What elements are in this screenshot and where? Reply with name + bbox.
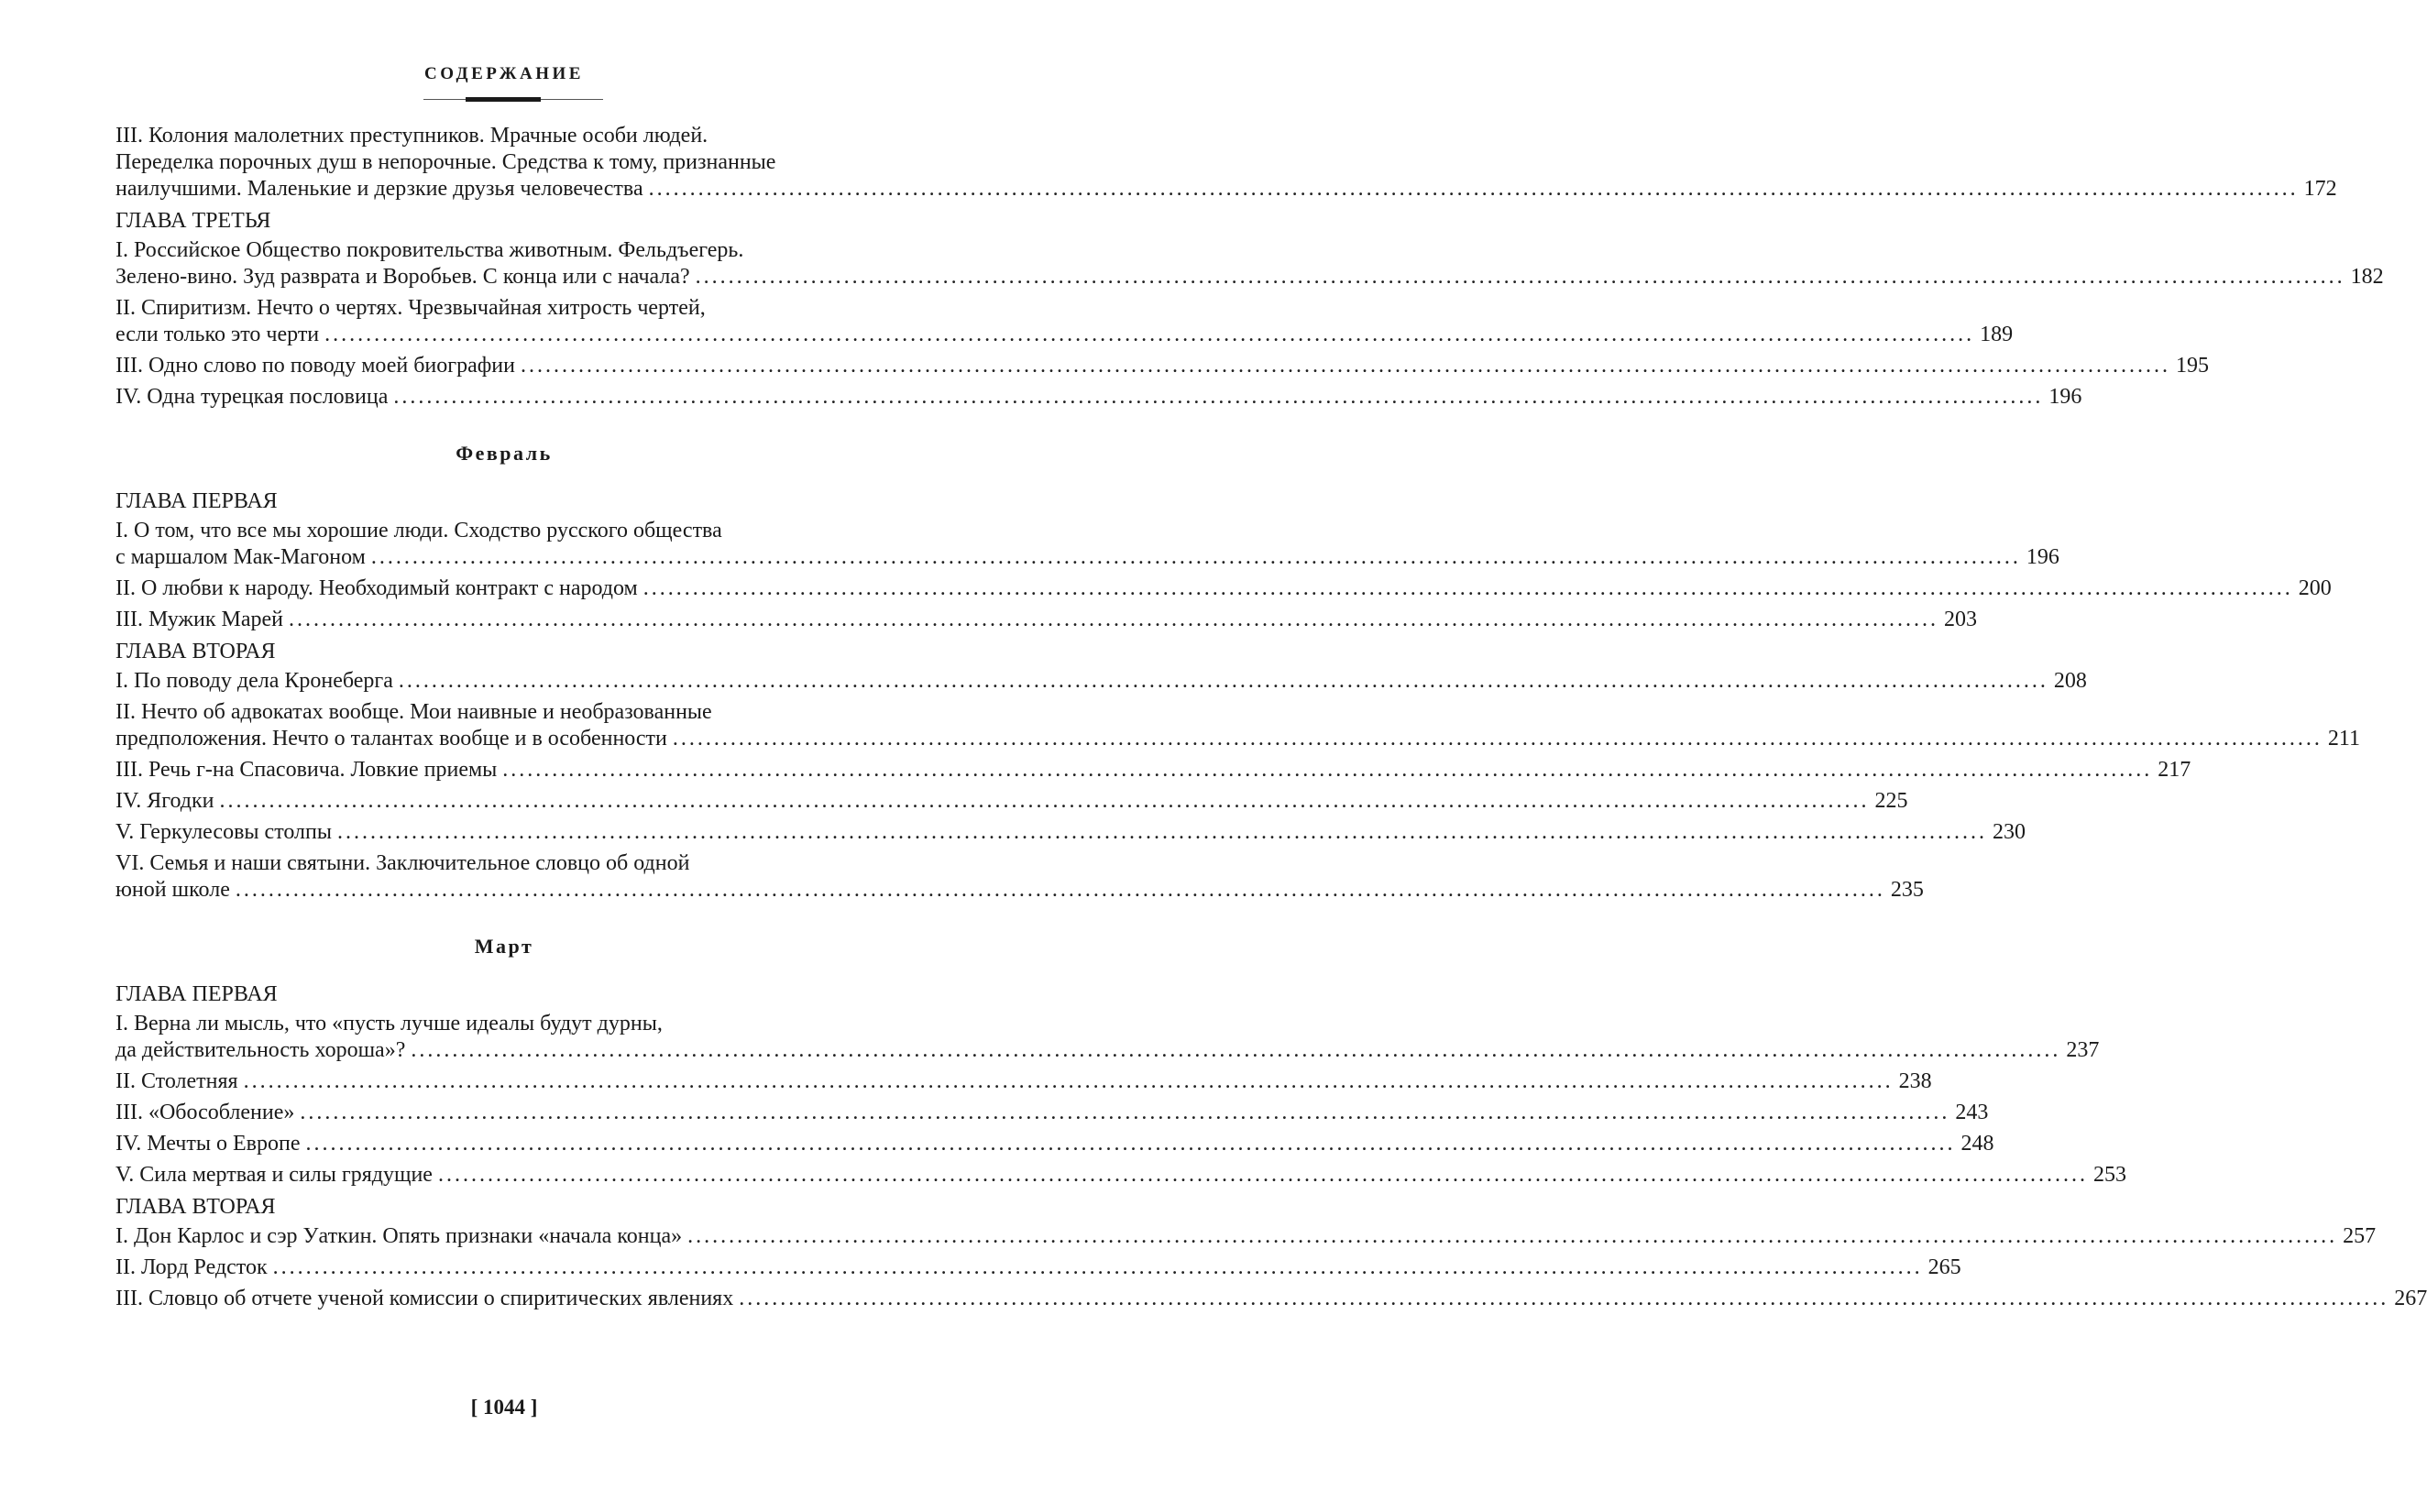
dot-leader: ........................................................................................................................................................................................................ (305, 1132, 1956, 1156)
chapter-heading: ГЛАВА ПЕРВАЯ (115, 489, 278, 513)
toc-entry (115, 1223, 2377, 1250)
toc-entry (115, 295, 2014, 348)
dot-leader: ........................................................................................................................................................................................................ (642, 576, 2293, 600)
toc-page-number: 195 (2175, 354, 2209, 378)
toc-entry-line: юной школе (115, 878, 230, 902)
toc-entry-last-line (115, 1286, 2427, 1312)
chapter-heading: ГЛАВА ВТОРАЯ (115, 1195, 276, 1219)
toc-entry-last-line (115, 1131, 1994, 1157)
toc-page-number: 267 (2394, 1287, 2427, 1310)
toc-entry (115, 384, 2082, 411)
toc-entry (115, 757, 2191, 783)
toc-entry-line: с маршалом Мак-Магоном (115, 545, 366, 569)
dot-leader: ........................................................................................................................................................................................................ (437, 1163, 2088, 1187)
toc-entry-line: I. Дон Карлос и сэр Уаткин. Опять признаки «начала конца» (115, 1224, 683, 1248)
toc-page-number: 248 (1960, 1132, 1994, 1156)
toc-entry (115, 1100, 1989, 1126)
toc-entry-last-line (115, 322, 2014, 348)
toc-entry-line: V. Сила мертвая и силы грядущие (115, 1163, 433, 1187)
toc-entry (115, 575, 2332, 602)
toc-entry-last-line (115, 1100, 1989, 1126)
table-of-contents (115, 123, 2427, 1317)
toc-entry-line: VI. Семья и наши святыни. Заключительное словцо об одной (115, 851, 690, 875)
toc-entry-last-line (115, 575, 2332, 602)
toc-entry-last-line (115, 788, 1908, 815)
toc-page-number: 189 (1980, 323, 2014, 346)
toc-page-number: 200 (2298, 576, 2332, 600)
toc-entry (115, 518, 2059, 571)
toc-entry-line: Зелено-вино. Зуд разврата и Воробьев. С конца или с начала? (115, 265, 690, 289)
dot-leader: ........................................................................................................................................................................................................ (337, 820, 1987, 844)
toc-entry-last-line (115, 757, 2191, 783)
toc-page-number: 253 (2092, 1163, 2126, 1187)
toc-entry (115, 1162, 2126, 1189)
toc-entry-line: III. «Обособление» (115, 1101, 295, 1124)
toc-page-number: 238 (1898, 1069, 1932, 1093)
month-heading: Февраль (456, 442, 553, 465)
toc-entry-last-line (115, 353, 2209, 379)
toc-entry (115, 819, 2026, 846)
toc-page-number: 182 (2350, 265, 2384, 289)
toc-entry (115, 123, 2337, 203)
dot-leader: ........................................................................................................................................................................................................ (398, 669, 2048, 693)
toc-entry (115, 788, 1908, 815)
toc-entry-last-line (115, 726, 2360, 752)
toc-page-number: 235 (1890, 878, 1924, 902)
toc-entry-last-line (115, 1255, 1961, 1281)
toc-entry (115, 699, 2360, 752)
toc-page-number: 225 (1874, 789, 1908, 813)
toc-entry-line: I. Российское Общество покровительства животным. Фельдъегерь. (115, 238, 744, 262)
toc-page-number: 196 (2048, 385, 2082, 409)
toc-page-number: 265 (1927, 1255, 1961, 1279)
dot-leader: ........................................................................................................................................................................................................ (672, 727, 2323, 751)
toc-entry-last-line (115, 1037, 2100, 1064)
toc-page-number: 217 (2158, 758, 2191, 782)
toc-entry-line: II. Лорд Редсток (115, 1255, 268, 1279)
running-head: СОДЕРЖАНИЕ (424, 64, 584, 83)
toc-entry-last-line (115, 877, 1924, 904)
toc-entry (115, 850, 1924, 904)
toc-entry (115, 353, 2209, 379)
dot-leader: ........................................................................................................................................................................................................ (648, 177, 2299, 201)
toc-entry (115, 1286, 2427, 1312)
toc-entry (115, 668, 2087, 695)
toc-entry-line: III. Мужик Марей (115, 608, 283, 631)
toc-entry-line: IV. Одна турецкая пословица (115, 385, 389, 409)
toc-entry-last-line (115, 607, 1977, 633)
toc-entry-line: Переделка порочных душ в непорочные. Средства к тому, признанные (115, 150, 776, 174)
toc-page-number: 203 (1943, 608, 1977, 631)
chapter-heading: ГЛАВА ТРЕТЬЯ (115, 209, 271, 233)
dot-leader: ........................................................................................................................................................................................................ (687, 1224, 2338, 1248)
toc-entry-line: если только это черти (115, 323, 320, 346)
toc-entry-line: I. По поводу дела Кронеберга (115, 669, 393, 693)
toc-entry (115, 1131, 1994, 1157)
dot-leader: ........................................................................................................................................................................................................ (300, 1101, 1950, 1124)
dot-leader: ........................................................................................................................................................................................................ (520, 354, 2170, 378)
toc-entry-line: II. Нечто об адвокатах вообще. Мои наивные и необразованные (115, 700, 712, 724)
toc-entry-line: II. О любви к народу. Необходимый контракт с народом (115, 576, 638, 600)
dot-leader: ........................................................................................................................................................................................................ (411, 1038, 2061, 1062)
toc-entry-line: наилучшими. Маленькие и дерзкие друзья человечества (115, 177, 643, 201)
toc-entry-last-line (115, 819, 2026, 846)
dot-leader: ........................................................................................................................................................................................................ (272, 1255, 1923, 1279)
toc-entry-line: II. Столетняя (115, 1069, 238, 1093)
toc-entry-line: IV. Мечты о Европе (115, 1132, 301, 1156)
toc-entry-line: III. Речь г-на Спасовича. Ловкие приемы (115, 758, 498, 782)
page-number: [ 1044 ] (470, 1396, 538, 1419)
toc-entry-last-line (115, 544, 2059, 571)
dot-leader: ........................................................................................................................................................................................................ (235, 878, 1885, 902)
toc-entry (115, 237, 2384, 290)
dot-leader: ........................................................................................................................................................................................................ (393, 385, 2044, 409)
head-rule-ornament (466, 97, 541, 102)
dot-leader: ........................................................................................................................................................................................................ (370, 545, 2021, 569)
dot-leader: ........................................................................................................................................................................................................ (324, 323, 1975, 346)
dot-leader: ........................................................................................................................................................................................................ (695, 265, 2345, 289)
dot-leader: ........................................................................................................................................................................................................ (502, 758, 2153, 782)
toc-page-number: 237 (2066, 1038, 2100, 1062)
toc-entry (115, 1068, 1932, 1095)
toc-entry-line: I. Верна ли мысль, что «пусть лучше идеалы будут дурны, (115, 1012, 663, 1035)
toc-entry-last-line (115, 668, 2087, 695)
dot-leader: ........................................................................................................................................................................................................ (288, 608, 1938, 631)
toc-entry-last-line (115, 176, 2337, 203)
toc-entry-line: III. Словцо об отчете ученой комиссии о спиритических явлениях (115, 1287, 734, 1310)
chapter-heading: ГЛАВА ПЕРВАЯ (115, 982, 278, 1006)
dot-leader: ........................................................................................................................................................................................................ (243, 1069, 1894, 1093)
toc-page-number: 230 (1993, 820, 2026, 844)
month-heading: Март (474, 935, 534, 958)
toc-page-number: 196 (2026, 545, 2059, 569)
toc-page-number: 243 (1955, 1101, 1989, 1124)
toc-entry-last-line (115, 384, 2082, 411)
toc-entry-line: III. Колония малолетних преступников. Мрачные особи людей. (115, 124, 708, 148)
toc-entry-line: III. Одно слово по поводу моей биографии (115, 354, 515, 378)
toc-entry-last-line (115, 264, 2384, 290)
toc-page-number: 172 (2303, 177, 2337, 201)
toc-page-number: 257 (2343, 1224, 2377, 1248)
toc-entry-last-line (115, 1223, 2377, 1250)
toc-entry-line: V. Геркулесовы столпы (115, 820, 332, 844)
toc-entry-line: предположения. Нечто о талантах вообще и в особенности (115, 727, 667, 751)
dot-leader: ........................................................................................................................................................................................................ (219, 789, 1870, 813)
toc-entry-line: I. О том, что все мы хорошие люди. Сходство русского общества (115, 519, 722, 542)
toc-entry-line: II. Спиритизм. Нечто о чертях. Чрезвычайная хитрость чертей, (115, 296, 706, 320)
toc-entry (115, 607, 1977, 633)
toc-entry (115, 1011, 2100, 1064)
toc-entry-line: IV. Ягодки (115, 789, 214, 813)
toc-page-number: 208 (2053, 669, 2087, 693)
toc-entry-line: да действительность хороша»? (115, 1038, 406, 1062)
toc-entry-last-line (115, 1068, 1932, 1095)
toc-page-number: 211 (2327, 727, 2360, 751)
chapter-heading: ГЛАВА ВТОРАЯ (115, 640, 276, 663)
dot-leader: ........................................................................................................................................................................................................ (739, 1287, 2389, 1310)
toc-entry (115, 1255, 1961, 1281)
toc-entry-last-line (115, 1162, 2126, 1189)
